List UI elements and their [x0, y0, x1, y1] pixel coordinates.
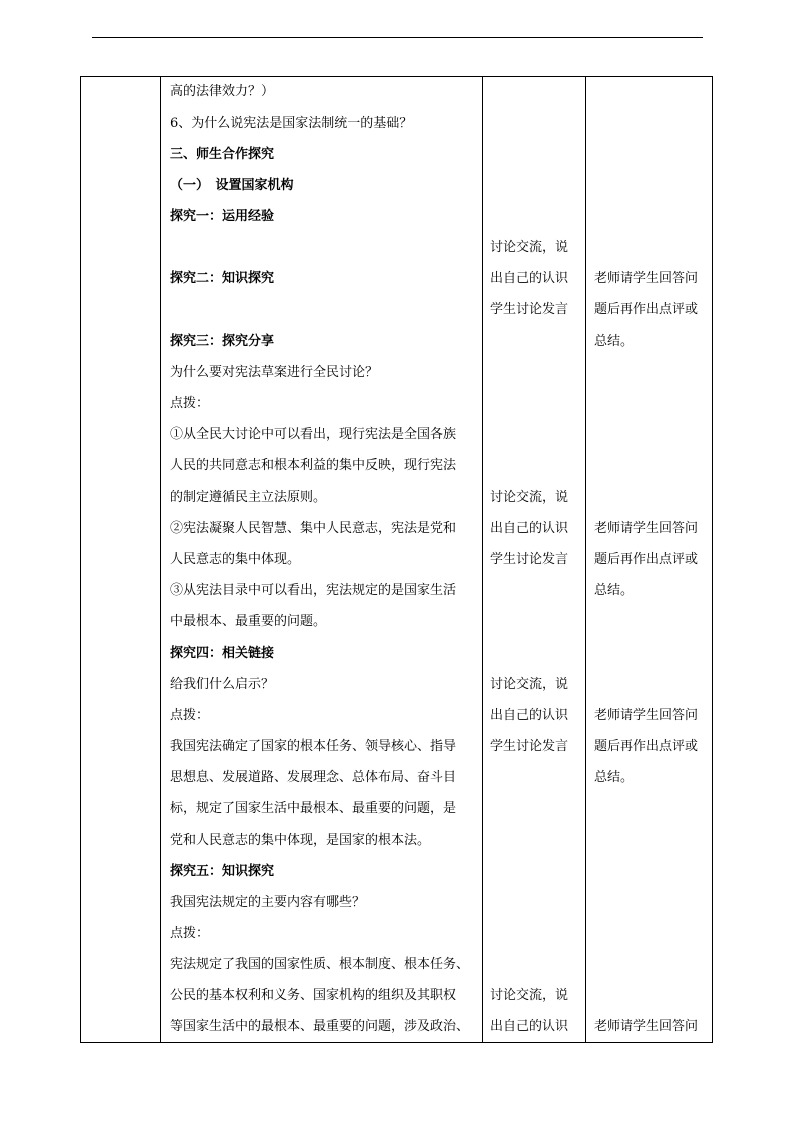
student-activity-line: 学生讨论发言	[490, 739, 569, 754]
content-line: 党和人民意志的集中体现，是国家的根本法。	[170, 833, 431, 848]
content-line: 宪法规定了我国的国家性质、根本制度、根本任务、	[170, 957, 470, 972]
teacher-activity-line: 题后再作出点评或	[594, 739, 699, 754]
teacher-activity-line: 老师请学生回答问	[594, 271, 699, 286]
student-activity-line: 出自己的认识	[490, 271, 569, 286]
column-divider-3	[585, 76, 586, 1042]
content-line: 等国家生活中的最根本、最重要的问题，涉及政治、	[170, 1019, 470, 1034]
content-line: 标，规定了国家生活中最根本、最重要的问题，是	[170, 801, 457, 816]
content-line: 我国宪法规定的主要内容有哪些？	[170, 895, 366, 910]
student-activity-line: 讨论交流，说	[490, 490, 569, 505]
student-activity-line: 学生讨论发言	[490, 552, 569, 567]
table-right-border	[712, 76, 713, 1042]
table-left-border	[80, 76, 81, 1042]
content-line: 公民的基本权利和义务、国家机构的组织及其职权	[170, 988, 457, 1003]
student-activity-line: 讨论交流，说	[490, 988, 569, 1003]
student-activity-line: 出自己的认识	[490, 708, 569, 723]
inquiry-heading: 探究四：相关链接	[170, 646, 275, 661]
table-bottom-border	[80, 1042, 713, 1043]
content-line: ③从宪法目录中可以看出，宪法规定的是国家生活	[170, 583, 457, 598]
content-line: ②宪法凝聚人民智慧、集中人民意志，宪法是党和	[170, 521, 457, 536]
content-line: 思想息、发展道路、发展理念、总体布局、奋斗目	[170, 770, 457, 785]
content-line: 给我们什么启示？	[170, 677, 275, 692]
content-line: 高的法律效力？）	[170, 84, 275, 99]
content-line: 人民意志的集中体现。	[170, 552, 301, 567]
student-activity-line: 学生讨论发言	[490, 302, 569, 317]
inquiry-heading: 探究三：探究分享	[170, 334, 275, 349]
content-line: 人民的共同意志和根本利益的集中反映，现行宪法	[170, 458, 457, 473]
teacher-activity-line: 老师请学生回答问	[594, 708, 699, 723]
column-divider-1	[160, 76, 161, 1042]
teacher-activity-line: 老师请学生回答问	[594, 1019, 699, 1034]
inquiry-heading: 探究五：知识探究	[170, 864, 275, 879]
student-activity-line: 出自己的认识	[490, 1019, 569, 1034]
inquiry-heading: 探究一：运用经验	[170, 209, 275, 224]
column-divider-2	[482, 76, 483, 1042]
content-line: 点拨：	[170, 926, 210, 941]
table-top-border	[80, 76, 713, 77]
section-heading: 三、师生合作探究	[170, 147, 275, 162]
content-line: 为什么要对宪法草案进行全民讨论？	[170, 365, 379, 380]
inquiry-heading: 探究二：知识探究	[170, 271, 275, 286]
teacher-activity-line: 总结。	[594, 770, 634, 785]
teacher-activity-line: 老师请学生回答问	[594, 521, 699, 536]
student-activity-line: 讨论交流，说	[490, 240, 569, 255]
teacher-activity-line: 题后再作出点评或	[594, 552, 699, 567]
teacher-activity-line: 总结。	[594, 583, 634, 598]
content-line: 6、为什么说宪法是国家法制统一的基础？	[170, 116, 413, 131]
subsection-heading: （一） 设置国家机构	[170, 178, 294, 193]
content-line: 的制定遵循民主立法原则。	[170, 490, 327, 505]
content-line: 中最根本、最重要的问题。	[170, 614, 327, 629]
content-line: ①从全民大讨论中可以看出，现行宪法是全国各族	[170, 427, 457, 442]
student-activity-line: 出自己的认识	[490, 521, 569, 536]
student-activity-line: 讨论交流，说	[490, 677, 569, 692]
header-rule	[92, 37, 703, 38]
content-line: 点拨：	[170, 396, 210, 411]
teacher-activity-line: 总结。	[594, 334, 634, 349]
teacher-activity-line: 题后再作出点评或	[594, 302, 699, 317]
content-line: 点拨：	[170, 708, 210, 723]
content-line: 我国宪法确定了国家的根本任务、领导核心、指导	[170, 739, 457, 754]
